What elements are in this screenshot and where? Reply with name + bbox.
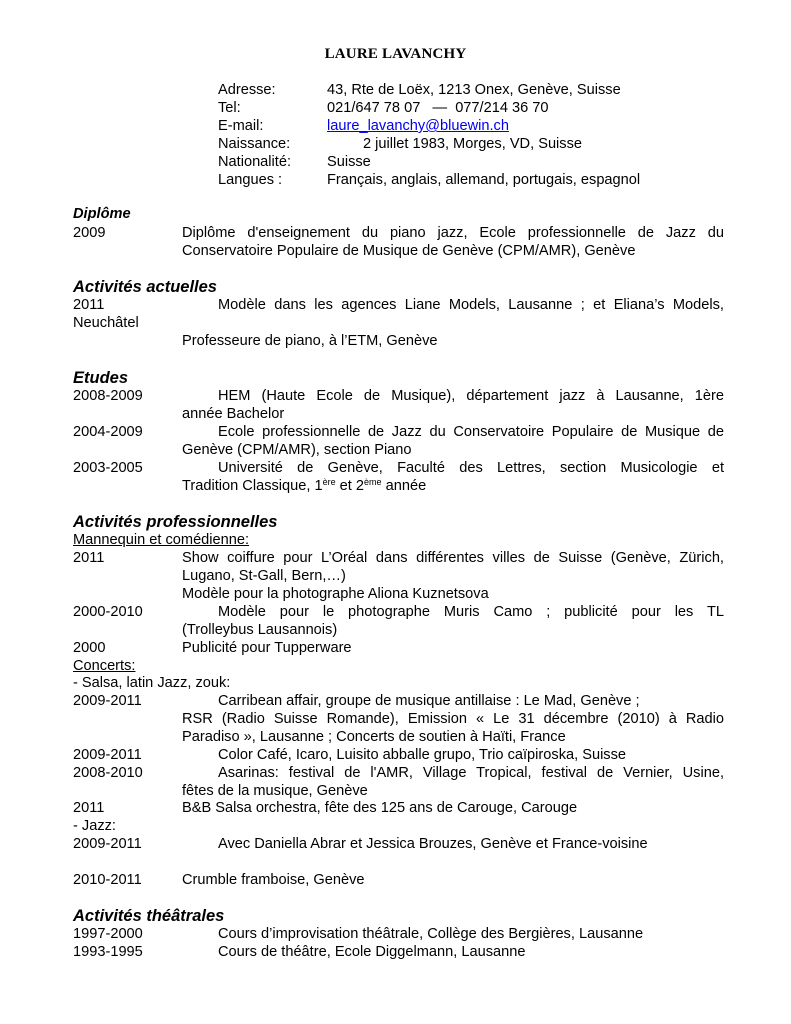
contact-info xyxy=(218,81,640,189)
section-title-diplome: Diplôme xyxy=(73,206,131,222)
entry-year: 2009-2011 xyxy=(73,836,142,852)
entry-year: 2000-2010 xyxy=(73,604,143,620)
entry-text: année Bachelor xyxy=(182,406,285,422)
entry-year: 2008-2010 xyxy=(73,765,143,781)
info-value: Suisse xyxy=(327,154,371,170)
info-label: Tel: xyxy=(218,100,241,116)
entry-year: 2003-2005 xyxy=(73,460,143,476)
entry-text xyxy=(182,477,426,495)
entry-text: Modèle pour le photographe Muris Camo ; publicité pour les TL xyxy=(218,604,724,620)
info-label: Langues : xyxy=(218,172,283,188)
entry-text: fêtes de la musique, Genève xyxy=(182,783,368,799)
subheading-concerts: Concerts: xyxy=(73,658,136,674)
section-title-professionnelles: Activités professionnelles xyxy=(73,513,278,531)
email-link[interactable]: laure_lavanchy@bluewin.ch xyxy=(327,118,509,134)
entry-year: 2004-2009 xyxy=(73,424,143,440)
entry-text: Show coiffure pour L’Oréal dans différentes villes de Suisse (Genève, Zürich, xyxy=(182,550,724,566)
entry-text: Modèle pour la photographe Aliona Kuznetsova xyxy=(182,586,489,602)
info-value: Français, anglais, allemand, portugais, espagnol xyxy=(327,172,641,188)
section-title-theatrales: Activités théâtrales xyxy=(73,907,225,925)
entry-text: HEM (Haute Ecole de Musique), département jazz à Lausanne, 1ère xyxy=(218,388,724,404)
entry-text: Crumble framboise, Genève xyxy=(182,872,365,888)
entry-year: 2009-2011 xyxy=(73,693,142,709)
info-nationality-row xyxy=(218,153,640,171)
entry-year: 2011 xyxy=(73,550,105,566)
entry-text: Cours de théâtre, Ecole Diggelmann, Lausanne xyxy=(218,944,526,960)
entry-year: 2009 xyxy=(73,225,106,241)
subheading-salsa: - Salsa, latin Jazz, zouk: xyxy=(73,675,231,691)
entry-year: 2008-2009 xyxy=(73,388,143,404)
text-part: année xyxy=(381,478,427,494)
info-birth-row xyxy=(218,135,640,153)
entry-text: Color Café, Icaro, Luisito abballe grupo, Trio caïpiroska, Suisse xyxy=(218,747,627,763)
entry-text: Carribean affair, groupe de musique antillaise : Le Mad, Genève ; xyxy=(218,693,640,709)
entry-year: 2011 xyxy=(73,800,105,816)
entry-text: Neuchâtel xyxy=(73,315,139,331)
cv-name: LAURE LAVANCHY xyxy=(324,46,467,62)
entry-text: RSR (Radio Suisse Romande), Emission « Le 31 décembre (2010) à Radio xyxy=(182,711,724,727)
entry-text: Conservatoire Populaire de Musique de Genève (CPM/AMR), Genève xyxy=(182,243,636,259)
info-languages-row xyxy=(218,171,640,189)
entry-text: Ecole professionnelle de Jazz du Conservatoire Populaire de Musique de xyxy=(218,424,724,440)
info-label: Nationalité: xyxy=(218,154,292,170)
superscript: ème xyxy=(364,477,382,487)
entry-text: Publicité pour Tupperware xyxy=(182,640,352,656)
section-title-etudes: Etudes xyxy=(73,369,129,387)
entry-year: 2009-2011 xyxy=(73,747,142,763)
entry-text: B&B Salsa orchestra, fête des 125 ans de Carouge, Carouge xyxy=(182,800,578,816)
superscript: ère xyxy=(322,477,336,487)
entry-text: Genève (CPM/AMR), section Piano xyxy=(182,442,412,458)
info-tel-row xyxy=(218,99,640,117)
entry-text: Asarinas: festival de l'AMR, Village Tropical, festival de Vernier, Usine, xyxy=(218,765,724,781)
entry-year: 1997-2000 xyxy=(73,926,143,942)
entry-text: Université de Genève, Faculté des Lettres, section Musicologie et xyxy=(218,460,724,476)
entry-year: 2011 xyxy=(73,297,105,313)
info-email-row xyxy=(218,117,640,135)
entry-text: (Trolleybus Lausannois) xyxy=(182,622,338,638)
text-part: Tradition Classique, 1 xyxy=(182,478,323,494)
entry-text: Paradiso », Lausanne ; Concerts de soutien à Haïti, France xyxy=(182,729,566,745)
entry-text: Professeure de piano, à l’ETM, Genève xyxy=(182,333,438,349)
info-label: E-mail: xyxy=(218,118,264,134)
entry-text: Cours d’improvisation théâtrale, Collège des Bergières, Lausanne xyxy=(218,926,644,942)
info-label: Adresse: xyxy=(218,82,276,98)
subheading-mannequin: Mannequin et comédienne: xyxy=(73,532,250,548)
info-address-row xyxy=(218,81,640,99)
info-value: 021/647 78 07 — 077/214 36 70 xyxy=(327,100,549,116)
entry-text: Avec Daniella Abrar et Jessica Brouzes, Genève et France-voisine xyxy=(218,836,648,852)
entry-year: 2010-2011 xyxy=(73,872,142,888)
text-part: et 2 xyxy=(335,478,365,494)
info-label: Naissance: xyxy=(218,136,291,152)
info-value: 43, Rte de Loëx, 1213 Onex, Genève, Suisse xyxy=(327,82,621,98)
entry-text: Diplôme d'enseignement du piano jazz, Ecole professionnelle de Jazz du xyxy=(182,225,724,241)
info-value: 2 juillet 1983, Morges, VD, Suisse xyxy=(363,136,583,152)
entry-text: Lugano, St-Gall, Bern,…) xyxy=(182,568,346,584)
entry-year: 2000 xyxy=(73,640,106,656)
subheading-jazz: - Jazz: xyxy=(73,818,116,834)
section-title-actuelles: Activités actuelles xyxy=(73,278,217,296)
entry-text: Modèle dans les agences Liane Models, Lausanne ; et Eliana’s Models, xyxy=(218,297,724,313)
entry-year: 1993-1995 xyxy=(73,944,143,960)
